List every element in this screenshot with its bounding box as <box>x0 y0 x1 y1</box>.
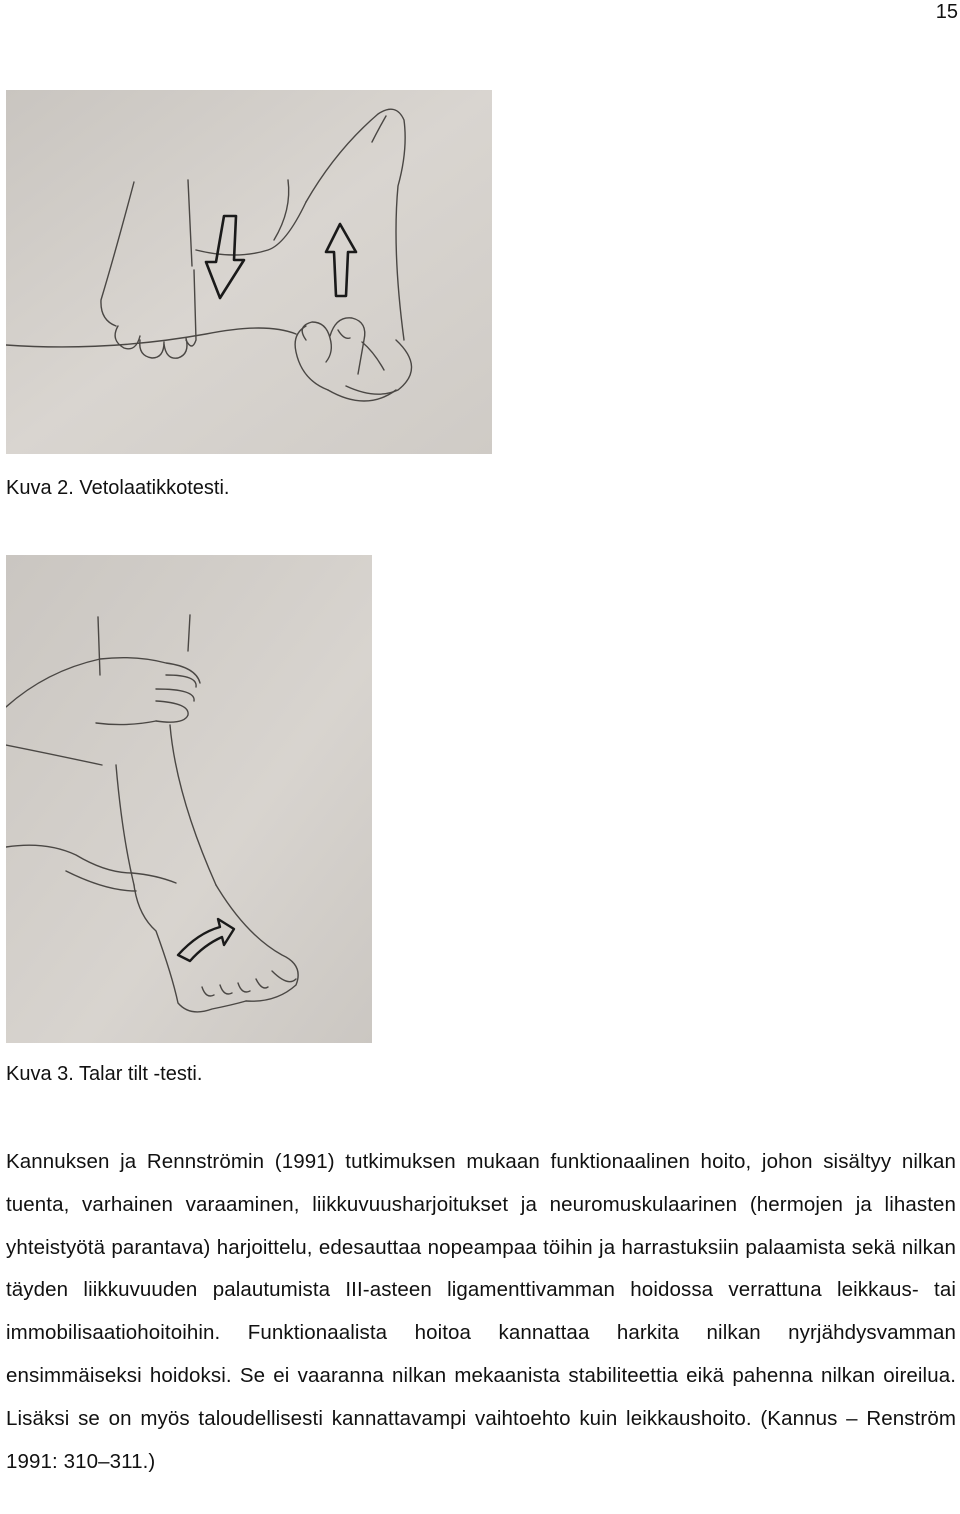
talar-tilt-sketch <box>6 555 372 1043</box>
paper-background <box>6 90 492 454</box>
body-paragraph: Kannuksen ja Rennströmin (1991) tutkimuksen mukaan funktionaalinen hoito, johon sisältyy nilkan tuenta, varhainen varaaminen, liikkuvuusharjoitukset ja neuromuskulaarinen (hermojen ja lihasten yhteistyötä parantava) harjoittelu, edesauttaa nopeampaa töihin ja harrastuksiin palaamista sekä nilkan täyden liikkuvuuden palautumista III-asteen ligamenttivamman hoidossa verrattuna leikkaus- tai immobilisaatiohoitoihin. Funktionaalista hoitoa kannattaa harkita nilkan nyrjähdysvamman ensimmäiseksi hoidoksi. Se ei vaaranna nilkan mekaanista stabiliteettia eikä pahenna nilkan oireilua. Lisäksi se on myös taloudellisesti kannattavampi vaihtoehto kuin leikkaushoito. (Kannus – Renström 1991: 310–311.) <box>6 1150 956 1473</box>
figure-drawer-test-drawing <box>6 90 492 454</box>
figure-2-caption: Kuva 2. Vetolaatikkotesti. <box>6 477 230 499</box>
figure-3-caption: Kuva 3. Talar tilt -testi. <box>6 1063 203 1085</box>
page-number: 15 <box>935 1 958 23</box>
drawer-test-sketch <box>6 90 492 454</box>
figure-talar-tilt-drawing <box>6 555 372 1043</box>
